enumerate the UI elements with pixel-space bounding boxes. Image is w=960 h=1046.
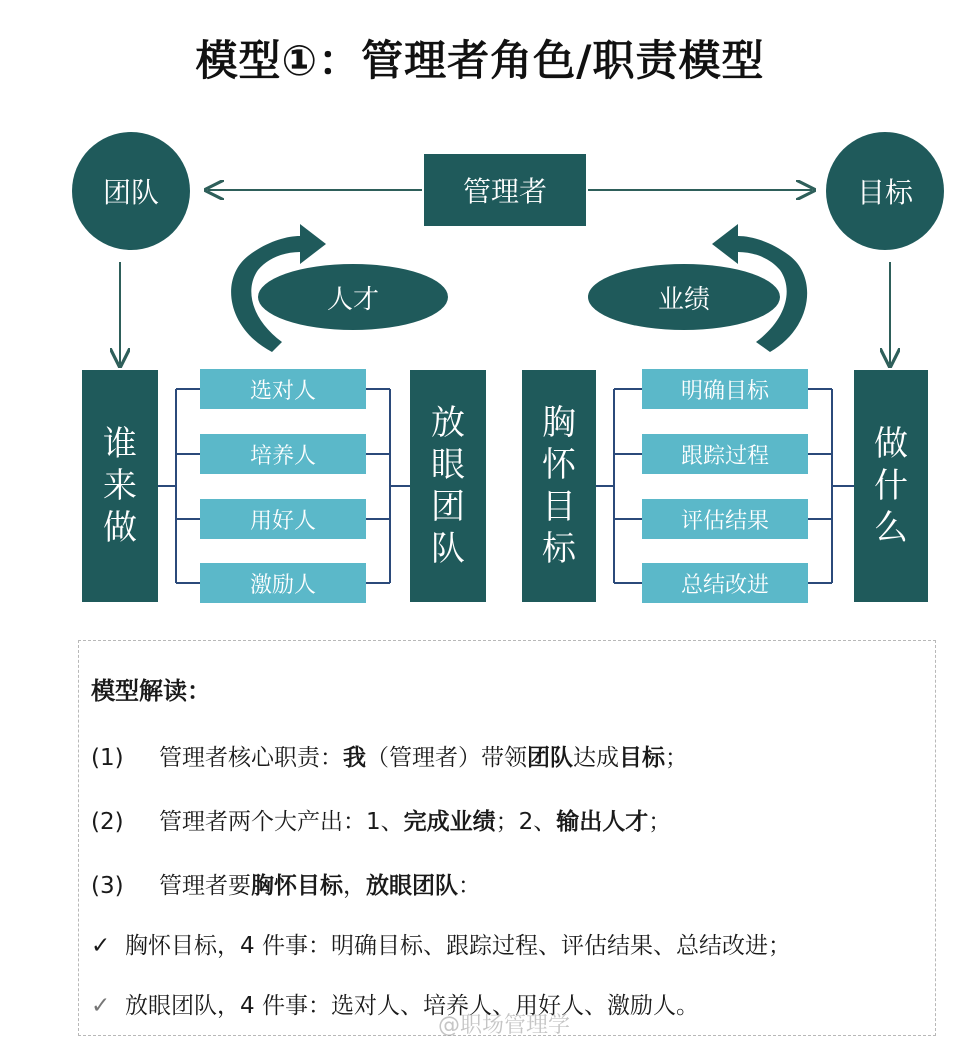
focus-team-char: 眼 — [431, 445, 465, 485]
bold-segment: 放眼团队 — [366, 873, 458, 899]
what-char: 做 — [874, 424, 908, 464]
focus-team-char: 团 — [431, 487, 465, 527]
who-char: 来 — [103, 466, 137, 506]
goal-item: 总结改进 — [642, 563, 808, 603]
page-title: 模型①：管理者角色/职责模型 — [195, 36, 765, 85]
embrace-goal-char: 怀 — [542, 445, 576, 485]
what-char: 么 — [874, 508, 908, 548]
check-icon: ✓ — [91, 993, 111, 1019]
text-segment: ； — [648, 809, 672, 835]
manager-box: 管理者 — [424, 154, 586, 226]
bold-segment: 团队 — [527, 745, 573, 771]
team-item: 激励人 — [200, 563, 366, 603]
goal-item: 明确目标 — [642, 369, 808, 409]
team-circle: 团队 — [72, 132, 190, 250]
team-item: 培养人 — [200, 434, 366, 474]
focus-team-char: 放 — [431, 403, 465, 443]
interpretation-line-5 — [91, 987, 699, 1020]
interpretation-line-3 — [91, 867, 481, 900]
bold-segment: 我 — [343, 745, 366, 771]
text-segment: 达成 — [573, 745, 619, 771]
goal-item: 跟踪过程 — [642, 434, 808, 474]
text-segment: 管理者两个大产出：1、 — [159, 809, 404, 835]
embrace-goal-char: 目 — [542, 487, 576, 527]
what-to-do-column — [854, 370, 928, 602]
team-item: 用好人 — [200, 499, 366, 539]
who-char: 做 — [103, 508, 137, 548]
text-segment: ； — [665, 745, 688, 771]
focus-team-char: 队 — [431, 529, 465, 569]
text-segment: 管理者要 — [159, 873, 251, 899]
embrace-goal-char: 标 — [542, 529, 576, 569]
text-segment: （管理者）带领 — [366, 745, 527, 771]
text-segment: 胸怀目标，4 件事：明确目标、跟踪过程、评估结果、总结改进； — [125, 933, 791, 959]
line-number: (2) — [91, 809, 124, 835]
text-segment: ， — [343, 873, 366, 899]
embrace-goal-column — [522, 370, 596, 602]
interpretation-line-2 — [91, 803, 671, 836]
bracket-right-embrace — [596, 389, 642, 583]
performance-ellipse: 业绩 — [588, 264, 780, 330]
bracket-right-what — [808, 389, 854, 583]
what-char: 什 — [874, 466, 908, 506]
interpretation-panel — [78, 640, 936, 1036]
interpretation-line-4 — [91, 927, 791, 960]
who-char: 谁 — [103, 424, 137, 464]
text-segment: ；2、 — [495, 809, 557, 835]
bold-segment: 完成业绩 — [403, 809, 496, 835]
team-item: 选对人 — [200, 369, 366, 409]
line-number: (1) — [91, 745, 124, 771]
embrace-goal-char: 胸 — [542, 403, 576, 443]
interpretation-line-1 — [91, 739, 688, 772]
watermark: @职场管理学 — [437, 1013, 570, 1038]
bold-segment: 胸怀目标 — [251, 873, 343, 899]
line-number: (3) — [91, 873, 124, 899]
interpretation-heading: 模型解读： — [91, 677, 211, 705]
bold-segment: 输出人才 — [556, 809, 649, 835]
focus-team-column — [410, 370, 486, 602]
talent-ellipse: 人才 — [258, 264, 448, 330]
who-does-column — [82, 370, 158, 602]
text-segment: ： — [458, 873, 481, 899]
goal-item: 评估结果 — [642, 499, 808, 539]
bold-segment: 目标 — [619, 745, 665, 771]
goal-circle: 目标 — [826, 132, 944, 250]
text-segment: 放眼团队，4 件事：选对人、培养人、用好人、激励人。 — [125, 993, 699, 1019]
check-icon: ✓ — [91, 933, 111, 959]
bracket-left-who — [158, 389, 200, 583]
text-segment: 管理者核心职责： — [159, 745, 343, 771]
bracket-left-focus — [366, 389, 410, 583]
